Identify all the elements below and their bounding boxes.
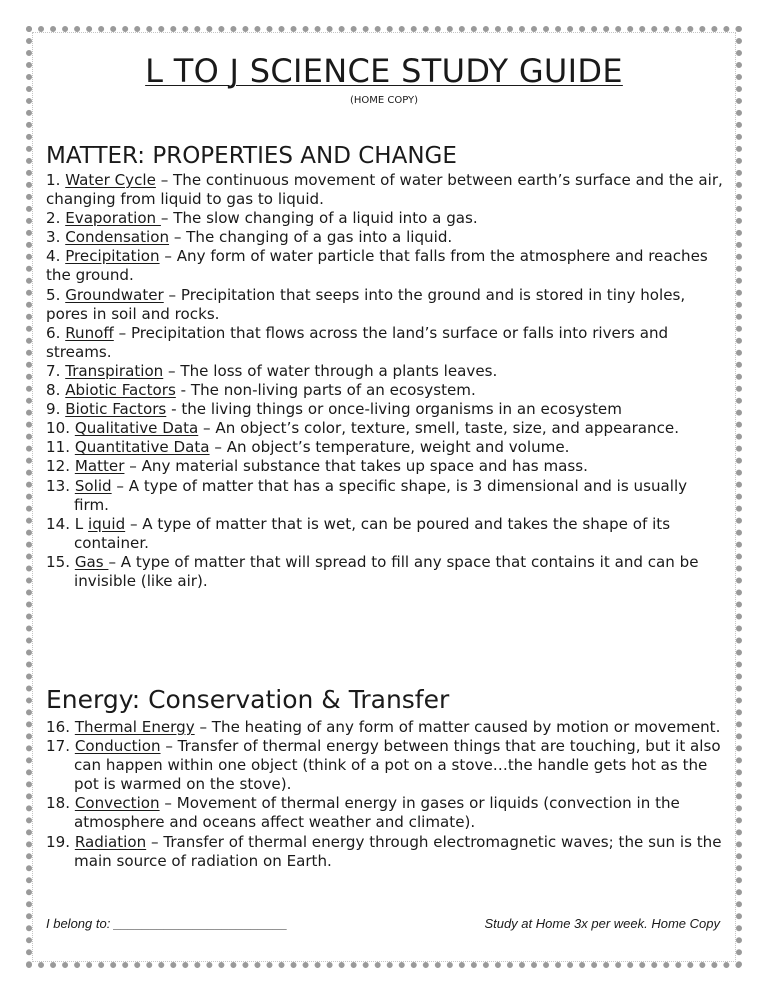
vocabulary-term: Runoff	[65, 323, 114, 342]
item-number: 15.	[46, 552, 71, 571]
item-number: 4.	[46, 247, 61, 266]
item-number: 6.	[46, 323, 61, 342]
vocabulary-item	[46, 228, 726, 247]
term-definition: – Any form of water particle that falls from the atmosphere and reaches the ground.	[46, 247, 708, 285]
vocabulary-item	[46, 362, 726, 381]
vocabulary-term: Biotic Factors	[65, 400, 167, 419]
item-number: 16.	[46, 718, 71, 736]
item-number: 1.	[46, 171, 61, 189]
footer-study-note: Study at Home 3x per week. Home Copy	[484, 916, 720, 931]
section-heading-matter: MATTER: PROPERTIES AND CHANGE	[46, 143, 457, 169]
term-definition: – The changing of a gas into a liquid.	[169, 228, 453, 247]
vocabulary-item	[46, 247, 726, 285]
term-definition: – Movement of thermal energy in gases or liquids (convection in the atmosphere and oceans affect weather and climate).	[74, 794, 680, 832]
term-definition: – The heating of any form of matter caused by motion or movement.	[194, 718, 721, 736]
vocabulary-item	[46, 794, 726, 832]
vocabulary-item	[46, 286, 726, 324]
vocabulary-item	[46, 833, 726, 871]
term-definition: – The continuous movement of water between earth’s surface and the air, changing from liquid to gas to liquid.	[46, 171, 723, 209]
item-number: 14. L	[46, 514, 84, 533]
vocabulary-term: Quantitative Data	[74, 438, 210, 457]
vocabulary-term: Thermal Energy	[74, 718, 195, 736]
vocabulary-term: Evaporation	[65, 209, 161, 228]
item-number: 12.	[46, 457, 71, 476]
page-title: L TO J SCIENCE STUDY GUIDE	[145, 52, 623, 90]
vocabulary-item	[46, 400, 726, 419]
item-number: 17.	[46, 737, 71, 756]
page-subtitle: (HOME COPY)	[349, 95, 419, 106]
vocabulary-item	[46, 515, 726, 553]
item-number: 3.	[46, 228, 61, 247]
vocabulary-term: Convection	[74, 794, 160, 813]
vocabulary-term: Abiotic Factors	[65, 381, 176, 400]
term-definition: – A type of matter that is wet, can be poured and takes the shape of its container.	[74, 514, 671, 552]
term-definition: – Precipitation that seeps into the ground and is stored in tiny holes, pores in soil and rocks.	[46, 285, 686, 323]
vocabulary-item	[46, 718, 726, 737]
item-number: 9.	[46, 400, 61, 419]
vocabulary-term: Conduction	[74, 737, 161, 756]
vocabulary-term: Gas	[74, 552, 109, 571]
footer-owner-line: I belong to: ________________________	[46, 916, 288, 931]
term-definition: – An object’s temperature, weight and volume.	[209, 438, 570, 457]
vocabulary-item	[46, 457, 726, 476]
item-number: 13.	[46, 476, 71, 495]
vocabulary-term: iquid	[88, 514, 126, 533]
section-heading-energy: Energy: Conservation & Transfer	[46, 685, 450, 714]
item-number: 10.	[46, 419, 71, 438]
vocabulary-term: Transpiration	[65, 361, 164, 380]
vocabulary-term: Radiation	[74, 832, 147, 851]
vocabulary-list-energy	[46, 718, 726, 871]
term-definition: – A type of matter that has a specific shape, is 3 dimensional and is usually firm.	[74, 476, 688, 514]
term-definition: – Transfer of thermal energy through electromagnetic waves; the sun is the main source of radiation on Earth.	[74, 832, 722, 870]
vocabulary-term: Matter	[74, 457, 125, 476]
vocabulary-term: Water Cycle	[65, 171, 156, 189]
vocabulary-item	[46, 209, 726, 228]
vocabulary-item	[46, 324, 726, 362]
vocabulary-item	[46, 553, 726, 591]
item-number: 18.	[46, 794, 71, 813]
term-definition: – Precipitation that flows across the land’s surface or falls into rivers and streams.	[46, 323, 669, 361]
vocabulary-item	[46, 438, 726, 457]
term-definition: – A type of matter that will spread to fill any space that contains it and can be invisible (like air).	[74, 552, 699, 590]
item-number: 5.	[46, 285, 61, 304]
vocabulary-list-matter	[46, 171, 726, 591]
term-definition: - The non-living parts of an ecosystem.	[175, 381, 476, 400]
vocabulary-item	[46, 477, 726, 515]
vocabulary-item	[46, 737, 726, 794]
item-number: 19.	[46, 832, 71, 851]
term-definition: – Any material substance that takes up space and has mass.	[124, 457, 588, 476]
item-number: 7.	[46, 361, 61, 380]
vocabulary-term: Precipitation	[65, 247, 160, 266]
item-number: 2.	[46, 209, 61, 228]
vocabulary-item	[46, 419, 726, 438]
vocabulary-item	[46, 171, 726, 209]
vocabulary-term: Groundwater	[65, 285, 164, 304]
vocabulary-term: Qualitative Data	[74, 419, 199, 438]
vocabulary-term: Condensation	[65, 228, 170, 247]
term-definition: – An object’s color, texture, smell, taste, size, and appearance.	[198, 419, 680, 438]
item-number: 8.	[46, 381, 61, 400]
term-definition: – The loss of water through a plants leaves.	[163, 361, 498, 380]
vocabulary-item	[46, 381, 726, 400]
term-definition: - the living things or once-living organisms in an ecosystem	[166, 400, 622, 419]
vocabulary-term: Solid	[74, 476, 112, 495]
term-definition: – Transfer of thermal energy between things that are touching, but it also can happen within one object (think of a pot on a stove…the handle gets hot as the pot is warmed on the stove).	[74, 737, 721, 794]
term-definition: – The slow changing of a liquid into a gas.	[160, 209, 478, 228]
item-number: 11.	[46, 438, 71, 457]
